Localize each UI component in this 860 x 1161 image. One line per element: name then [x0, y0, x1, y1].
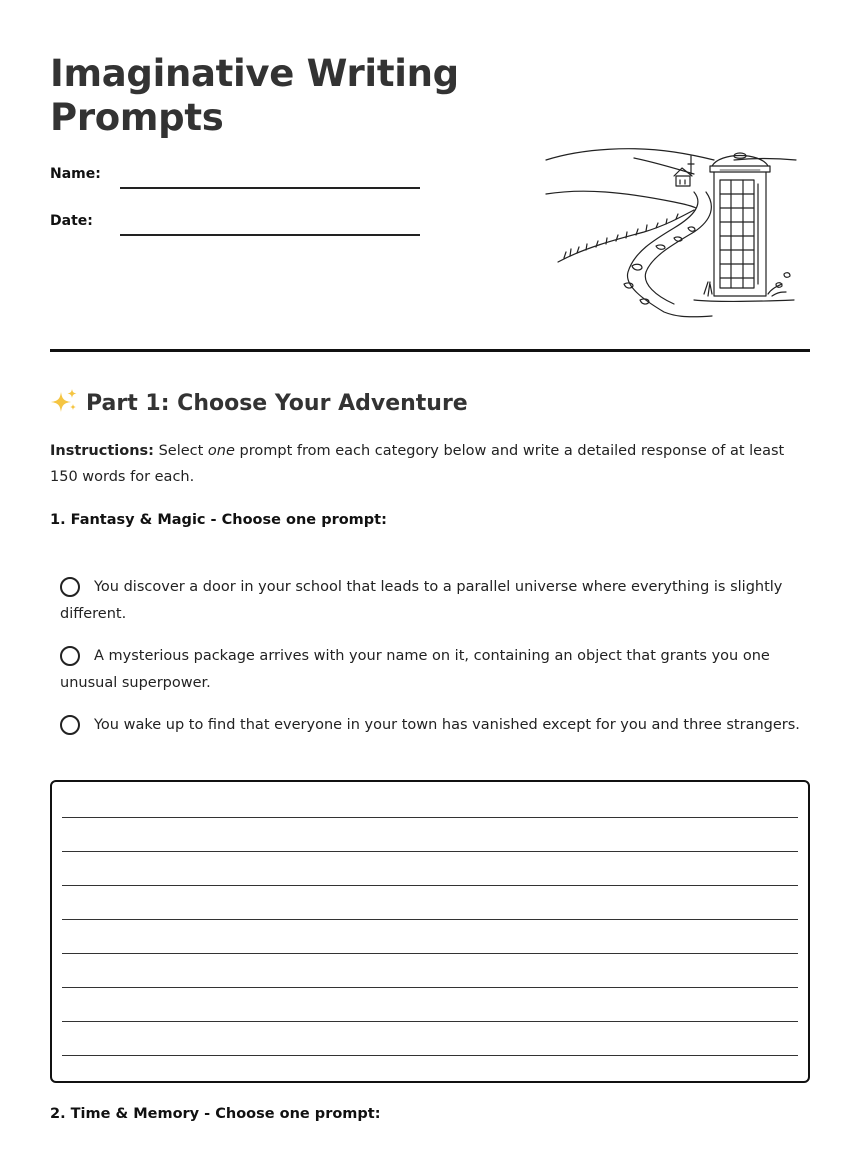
prompt-option-1[interactable] — [60, 574, 800, 628]
prompt-option-2[interactable] — [60, 643, 800, 697]
answer-line — [62, 953, 798, 954]
part1-heading — [50, 388, 468, 416]
prompt-option-3[interactable] — [60, 712, 800, 739]
answer-line — [62, 1055, 798, 1056]
instructions-label: Instructions: — [50, 443, 154, 459]
instructions-text-pre: Select — [158, 443, 204, 459]
date-label: Date: — [50, 213, 93, 229]
category-label-time-memory: 2. Time & Memory - Choose one prompt: — [50, 1106, 381, 1122]
name-label: Name: — [50, 166, 101, 182]
radio-button[interactable] — [60, 577, 80, 597]
category-label-fantasy: 1. Fantasy & Magic - Choose one prompt: — [50, 512, 387, 528]
phone-booth-landscape-illustration — [544, 144, 800, 320]
date-input-line[interactable] — [120, 234, 420, 236]
sparkles-icon — [50, 388, 78, 414]
name-input-line[interactable] — [120, 187, 420, 189]
answer-line — [62, 817, 798, 818]
worksheet-title — [50, 52, 520, 140]
prompt-option-text: You discover a door in your school that leads to a parallel universe where everything is slightly different. — [60, 579, 783, 622]
fantasy-answer-box[interactable] — [50, 780, 810, 1083]
instructions-emphasis: one — [207, 443, 235, 459]
fantasy-prompt-options — [60, 574, 800, 754]
title-line-2: Prompts — [50, 96, 224, 139]
instructions — [50, 438, 810, 490]
prompt-option-text: A mysterious package arrives with your name on it, containing an object that grants you one unusual superpower. — [60, 648, 770, 691]
answer-line — [62, 919, 798, 920]
answer-line — [62, 885, 798, 886]
answer-line — [62, 987, 798, 988]
part1-heading-text: Part 1: Choose Your Adventure — [86, 391, 468, 416]
title-line-1: Imaginative Writing — [50, 52, 459, 95]
prompt-option-text: You wake up to find that everyone in your town has vanished except for you and three strangers. — [94, 717, 800, 733]
date-field[interactable] — [50, 211, 430, 235]
instructions-text-post: prompt from each category below and write a detailed response of at least 150 words for each. — [50, 443, 785, 485]
answer-line — [62, 1021, 798, 1022]
name-field[interactable] — [50, 164, 430, 188]
radio-button[interactable] — [60, 715, 80, 735]
radio-button[interactable] — [60, 646, 80, 666]
answer-line — [62, 851, 798, 852]
header-divider — [50, 349, 810, 352]
